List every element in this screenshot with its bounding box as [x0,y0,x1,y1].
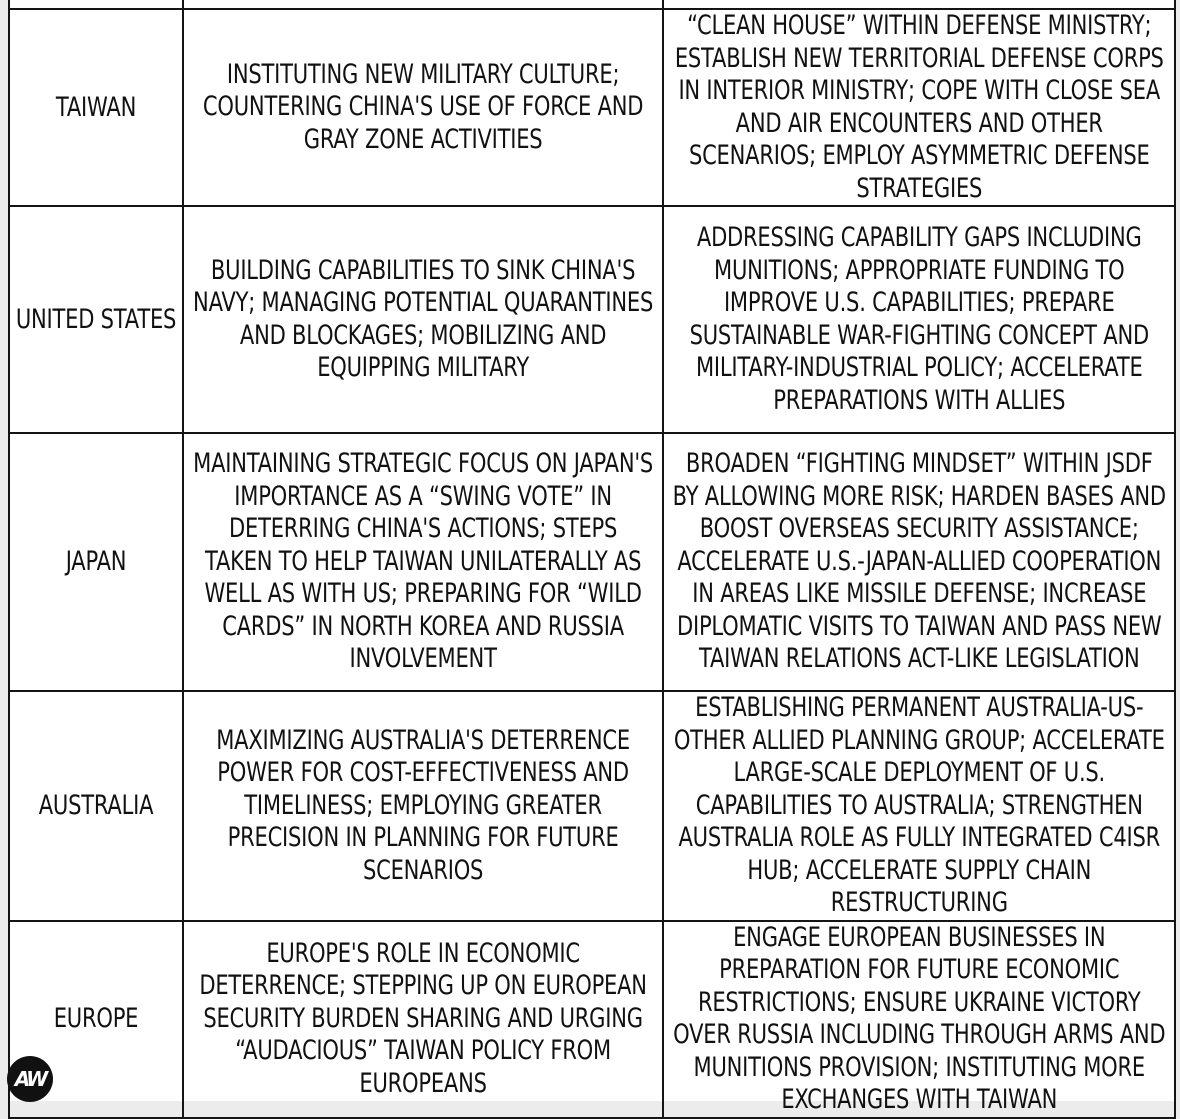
focus-cell: EUROPE'S ROLE IN ECONOMIC DETERRENCE; STEPPING UP ON EUROPEAN SECURITY BURDEN SHARING AND URGING “AUDACIOUS” TAIWAN POLICY FROM EUROPEANS [183,921,663,1118]
recommendations-cell: ESTABLISHING PERMANENT AUSTRALIA-US-OTHER ALLIED PLANNING GROUP; ACCELERATE LARGE-SCALE DEPLOYMENT OF U.S. CAPABILITIES TO AUSTRALIA; STRENGTHEN AUSTRALIA ROLE AS FULLY INTEGRATED C4ISR HUB; ACCELERATE SUPPLY CHAIN RESTRUCTURING [663,691,1175,921]
table-row [9,206,1175,433]
focus-cell: BUILDING CAPABILITIES TO SINK CHINA'S NAVY; MANAGING POTENTIAL QUARANTINES AND BLOCKAGES; MOBILIZING AND EQUIPPING MILITARY [183,206,663,433]
table-cell-empty [663,0,1175,9]
table-row [9,433,1175,691]
table-cell-empty [183,0,663,9]
recommendations-cell: ADDRESSING CAPABILITY GAPS INCLUDING MUNITIONS; APPROPRIATE FUNDING TO IMPROVE U.S. CAPABILITIES; PREPARE SUSTAINABLE WAR-FIGHTING CONCEPT AND MILITARY-INDUSTRIAL POLICY; ACCELERATE PREPARATIONS WITH ALLIES [663,206,1175,433]
focus-cell: INSTITUTING NEW MILITARY CULTURE; COUNTERING CHINA'S USE OF FORCE AND GRAY ZONE ACTIVITIES [183,9,663,206]
policy-table [8,0,1176,1119]
country-cell: TAIWAN [9,9,183,206]
policy-table-sheet [8,0,1174,1115]
country-cell: UNITED STATES [9,206,183,433]
table-row [9,691,1175,921]
aw-logo-icon: AW [7,1056,53,1102]
focus-cell: MAXIMIZING AUSTRALIA'S DETERRENCE POWER FOR COST-EFFECTIVENESS AND TIMELINESS; EMPLOYING GREATER PRECISION IN PLANNING FOR FUTURE SCENARIOS [183,691,663,921]
table-row [9,921,1175,1118]
table-row [9,9,1175,206]
focus-cell: MAINTAINING STRATEGIC FOCUS ON JAPAN'S IMPORTANCE AS A “SWING VOTE” IN DETERRING CHINA'S ACTIONS; STEPS TAKEN TO HELP TAIWAN UNILATERALLY AS WELL AS WITH US; PREPARING FOR “WILD CARDS” IN NORTH KOREA AND RUSSIA INVOLVEMENT [183,433,663,691]
country-cell: AUSTRALIA [9,691,183,921]
country-cell: JAPAN [9,433,183,691]
recommendations-cell: “CLEAN HOUSE” WITHIN DEFENSE MINISTRY; ESTABLISH NEW TERRITORIAL DEFENSE CORPS IN INTERIOR MINISTRY; COPE WITH CLOSE SEA AND AIR ENCOUNTERS AND OTHER SCENARIOS; EMPLOY ASYMMETRIC DEFENSE STRATEGIES [663,9,1175,206]
recommendations-cell: BROADEN “FIGHTING MINDSET” WITHIN JSDF BY ALLOWING MORE RISK; HARDEN BASES AND BOOST OVERSEAS SECURITY ASSISTANCE; ACCELERATE U.S.-JAPAN-ALLIED COOPERATION IN AREAS LIKE MISSILE DEFENSE; INCREASE DIPLOMATIC VISITS TO TAIWAN AND PASS NEW TAIWAN RELATIONS ACT-LIKE LEGISLATION [663,433,1175,691]
table-row-top-edge [9,0,1175,9]
table-cell-empty [9,0,183,9]
country-cell: EUROPE [9,921,183,1118]
recommendations-cell: ENGAGE EUROPEAN BUSINESSES IN PREPARATION FOR FUTURE ECONOMIC RESTRICTIONS; ENSURE UKRAINE VICTORY OVER RUSSIA INCLUDING THROUGH ARMS AND MUNITIONS PROVISION; INSTITUTING MORE EXCHANGES WITH TAIWAN [663,921,1175,1118]
